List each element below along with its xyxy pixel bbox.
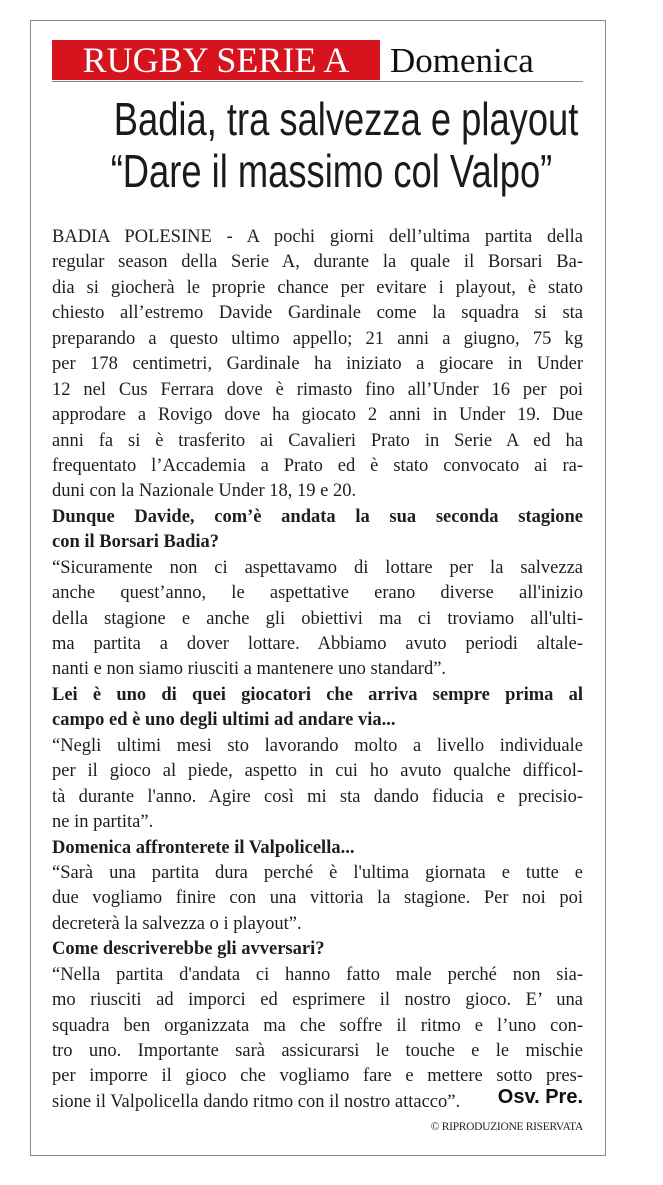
interview-question xyxy=(52,937,583,962)
copyright-notice: © RIPRODUZIONE RISERVATA xyxy=(430,1121,583,1133)
text-line: campo ed è uno degli ultimi ad andare via... xyxy=(52,710,396,731)
interview-question xyxy=(52,836,583,861)
text-line: regular season della Serie A, durante la quale il Borsari Ba- xyxy=(52,252,583,273)
text-line: frequentato l’Accademia a Prato ed è stato convocato ai ra- xyxy=(52,455,583,476)
text-line: squadra ben organizzata ma che soffre il ritmo e l’uno con- xyxy=(52,1015,583,1036)
text-line: mo riusciti ad imporci ed esprimere il nostro gioco. E’ una xyxy=(52,990,583,1011)
day-label: Domenica xyxy=(390,41,534,80)
headline-quote: “Dare il massimo col Valpo” xyxy=(110,145,553,197)
text-line: con il Borsari Badia? xyxy=(52,532,220,553)
text-line: decreterà la salvezza o i playout”. xyxy=(52,913,302,934)
article-body xyxy=(52,225,583,1115)
article-paragraph xyxy=(52,556,583,683)
text-line: chiesto all’estremo Davide Gardinale come la squadra si sta xyxy=(52,303,583,324)
interview-question xyxy=(52,505,583,556)
text-line: “Negli ultimi mesi sto lavorando molto a livello individuale xyxy=(52,735,583,756)
text-line: sione il Valpolicella dando ritmo con il nostro attacco”. xyxy=(52,1091,461,1112)
text-line: anni fa si è trasferito ai Cavalieri Prato in Serie A ed ha xyxy=(52,430,583,451)
text-line: Dunque Davide, com’è andata la sua seconda stagione xyxy=(52,506,583,527)
section-label: RUGBY SERIE A xyxy=(52,40,380,80)
text-line: approdare a Rovigo dove ha giocato 2 anni in Under 19. Due xyxy=(52,405,583,426)
text-line: Come descriverebbe gli avversari? xyxy=(52,939,325,960)
text-line: BADIA POLESINE - A pochi giorni dell’ultima partita della xyxy=(52,227,583,247)
headline-line-2 xyxy=(52,145,583,197)
text-line: preparando a questo ultimo appello; 21 anni a giugno, 75 kg xyxy=(52,328,583,349)
kicker xyxy=(52,40,583,82)
text-line: dia si giocherà le proprie chance per evitare i playout, è stato xyxy=(52,277,583,298)
text-line: per 178 centimetri, Gardinale ha iniziato a giocare in Under xyxy=(52,354,583,375)
text-line: due vogliamo finire con una vittoria la stagione. Per noi poi xyxy=(52,888,583,909)
text-line: “Nella partita d'andata ci hanno fatto male perché non sia- xyxy=(52,964,583,985)
article-paragraph xyxy=(52,225,583,505)
text-line: duni con la Nazionale Under 18, 19 e 20. xyxy=(52,481,357,502)
headline-line-1 xyxy=(52,93,583,145)
text-line: ma partita a dover lottare. Abbiamo avuto periodi altale- xyxy=(52,634,583,654)
text-line: per il gioco al piede, aspetto in cui ho avuto qualche difficol- xyxy=(52,761,583,782)
article-paragraph xyxy=(52,861,583,937)
text-line: 12 nel Cus Ferrara dove è rimasto fino all’Under 16 per poi xyxy=(52,379,583,400)
text-line: per imporre il gioco che vogliamo fare e mettere sotto pres- xyxy=(52,1066,583,1087)
text-line: ne in partita”. xyxy=(52,812,154,833)
text-line: tà durante l'anno. Agire così mi sta dando fiducia e precisio- xyxy=(52,786,583,807)
text-line: “Sicuramente non ci aspettavamo di lottare per la salvezza xyxy=(52,557,583,578)
text-line: della stagione e anche gli obiettivi ma ci troviamo all'ulti- xyxy=(52,608,583,629)
headline-text: Badia, tra salvezza e playout xyxy=(113,93,579,145)
text-line: Domenica affronterete il Valpolicella... xyxy=(52,837,355,858)
text-line: Lei è uno di quei giocatori che arriva sempre prima al xyxy=(52,684,583,705)
text-line: tro uno. Importante sarà assicurarsi le touche e le mischie xyxy=(52,1041,583,1061)
text-line: “Sarà una partita dura perché è l'ultima giornata e tutte e xyxy=(52,862,583,883)
article-paragraph xyxy=(52,734,583,836)
interview-question xyxy=(52,683,583,734)
byline: Osv. Pre. xyxy=(497,1086,583,1108)
text-line: anche quest’anno, le aspettative erano diverse all'inizio xyxy=(52,583,583,604)
text-line: nanti e non siamo riusciti a mantenere uno standard”. xyxy=(52,659,447,680)
